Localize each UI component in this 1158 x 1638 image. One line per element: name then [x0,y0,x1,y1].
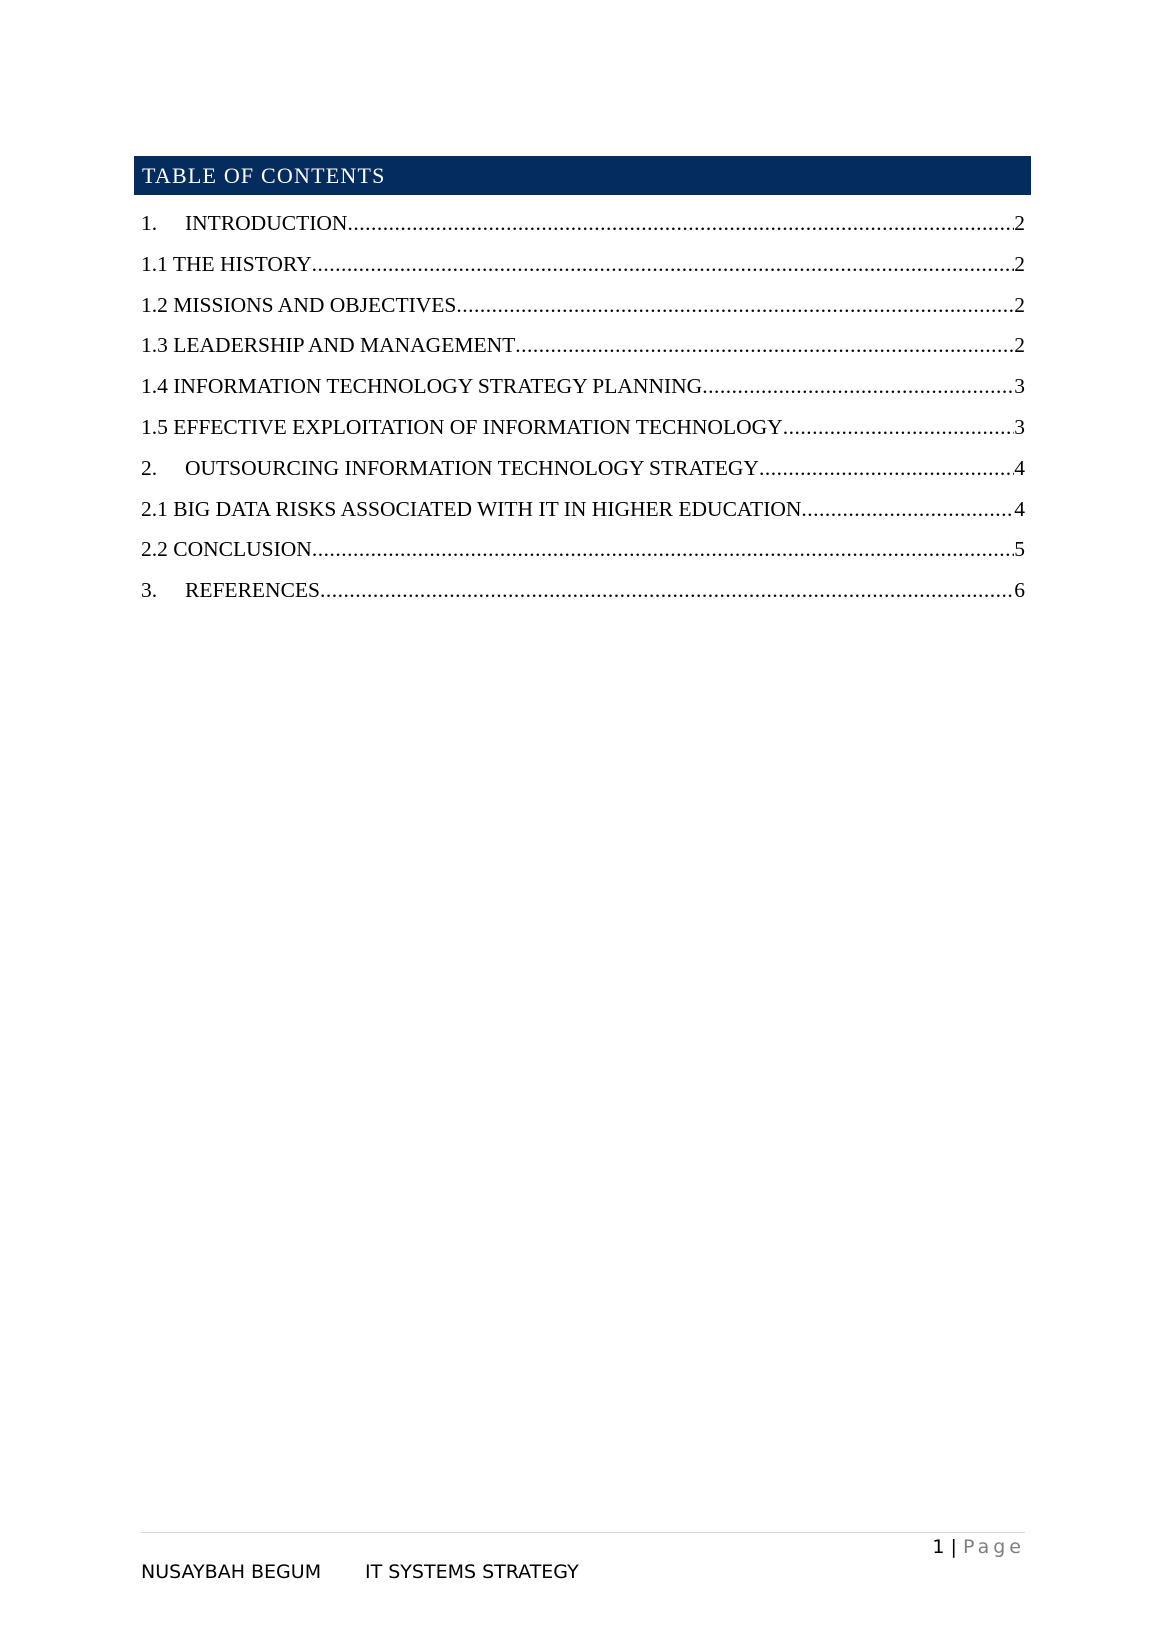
toc-entry-leadership[interactable] [141,325,1025,366]
toc-entry-number: 1. [141,211,158,235]
toc-entry-page: 6 [1014,578,1025,603]
footer-divider [141,1532,1025,1533]
toc-entry-outsourcing[interactable] [141,448,1025,489]
toc-dot-leader [312,529,1014,570]
toc-dot-leader [347,203,1014,244]
toc-entry-introduction[interactable] [141,203,1025,244]
toc-entry-page: 2 [1014,251,1025,276]
toc-dot-leader [783,407,1015,448]
toc-entry-page: 4 [1014,455,1025,480]
page-separator: | [950,1536,957,1558]
toc-dot-leader [456,285,1014,326]
toc-dot-leader [515,325,1014,366]
toc-entry-big-data-risks[interactable] [141,489,1025,530]
footer-author: NUSAYBAH BEGUM [141,1561,322,1583]
toc-entry-title: 1.1 THE HISTORY [141,251,312,276]
toc-dot-leader [801,489,1014,530]
toc-entry-page: 3 [1014,374,1025,399]
toc-entry-number: 3. [141,578,158,603]
toc-entry-page: 2 [1014,333,1025,358]
toc-entry-title: 1.4 INFORMATION TECHNOLOGY STRATEGY PLANNING [141,374,703,399]
toc-list [141,203,1025,611]
toc-dot-leader [759,448,1014,489]
toc-entry-page: 4 [1014,496,1025,521]
toc-entry-page: 2 [1014,292,1025,317]
toc-entry-title: REFERENCES [185,578,320,603]
toc-entry-effective-exploitation[interactable] [141,407,1025,448]
toc-entry-number: 2. [141,455,158,480]
toc-entry-history[interactable] [141,244,1025,285]
toc-entry-title: OUTSOURCING INFORMATION TECHNOLOGY STRATEGY [185,455,759,480]
toc-entry-page: 3 [1014,414,1025,439]
toc-entry-missions[interactable] [141,285,1025,326]
page-word: Page [963,1536,1025,1558]
toc-entry-page: 5 [1014,537,1025,562]
page-indicator [932,1533,1025,1561]
toc-entry-it-strategy-planning[interactable] [141,366,1025,407]
toc-entry-title: 1.5 EFFECTIVE EXPLOITATION OF INFORMATION TECHNOLOGY [141,414,783,439]
toc-entry-conclusion[interactable] [141,529,1025,570]
toc-dot-leader [312,244,1015,285]
toc-entry-title: 2.1 BIG DATA RISKS ASSOCIATED WITH IT IN HIGHER EDUCATION [141,496,802,521]
toc-entry-title: 1.3 LEADERSHIP AND MANAGEMENT [141,333,516,358]
toc-entry-references[interactable] [141,570,1025,611]
toc-entry-title: 1.2 MISSIONS AND OBJECTIVES [141,292,457,317]
page-number: 1 [932,1536,945,1558]
toc-heading: TABLE OF CONTENTS [142,162,386,188]
toc-entry-page: 2 [1014,211,1025,235]
toc-dot-leader [320,570,1014,611]
toc-entry-title: 2.2 CONCLUSION [141,537,312,562]
toc-dot-leader [702,366,1014,407]
toc-entry-title: INTRODUCTION [185,211,348,235]
footer-document-title: IT SYSTEMS STRATEGY [365,1561,579,1583]
toc-heading-bar [134,156,1031,195]
